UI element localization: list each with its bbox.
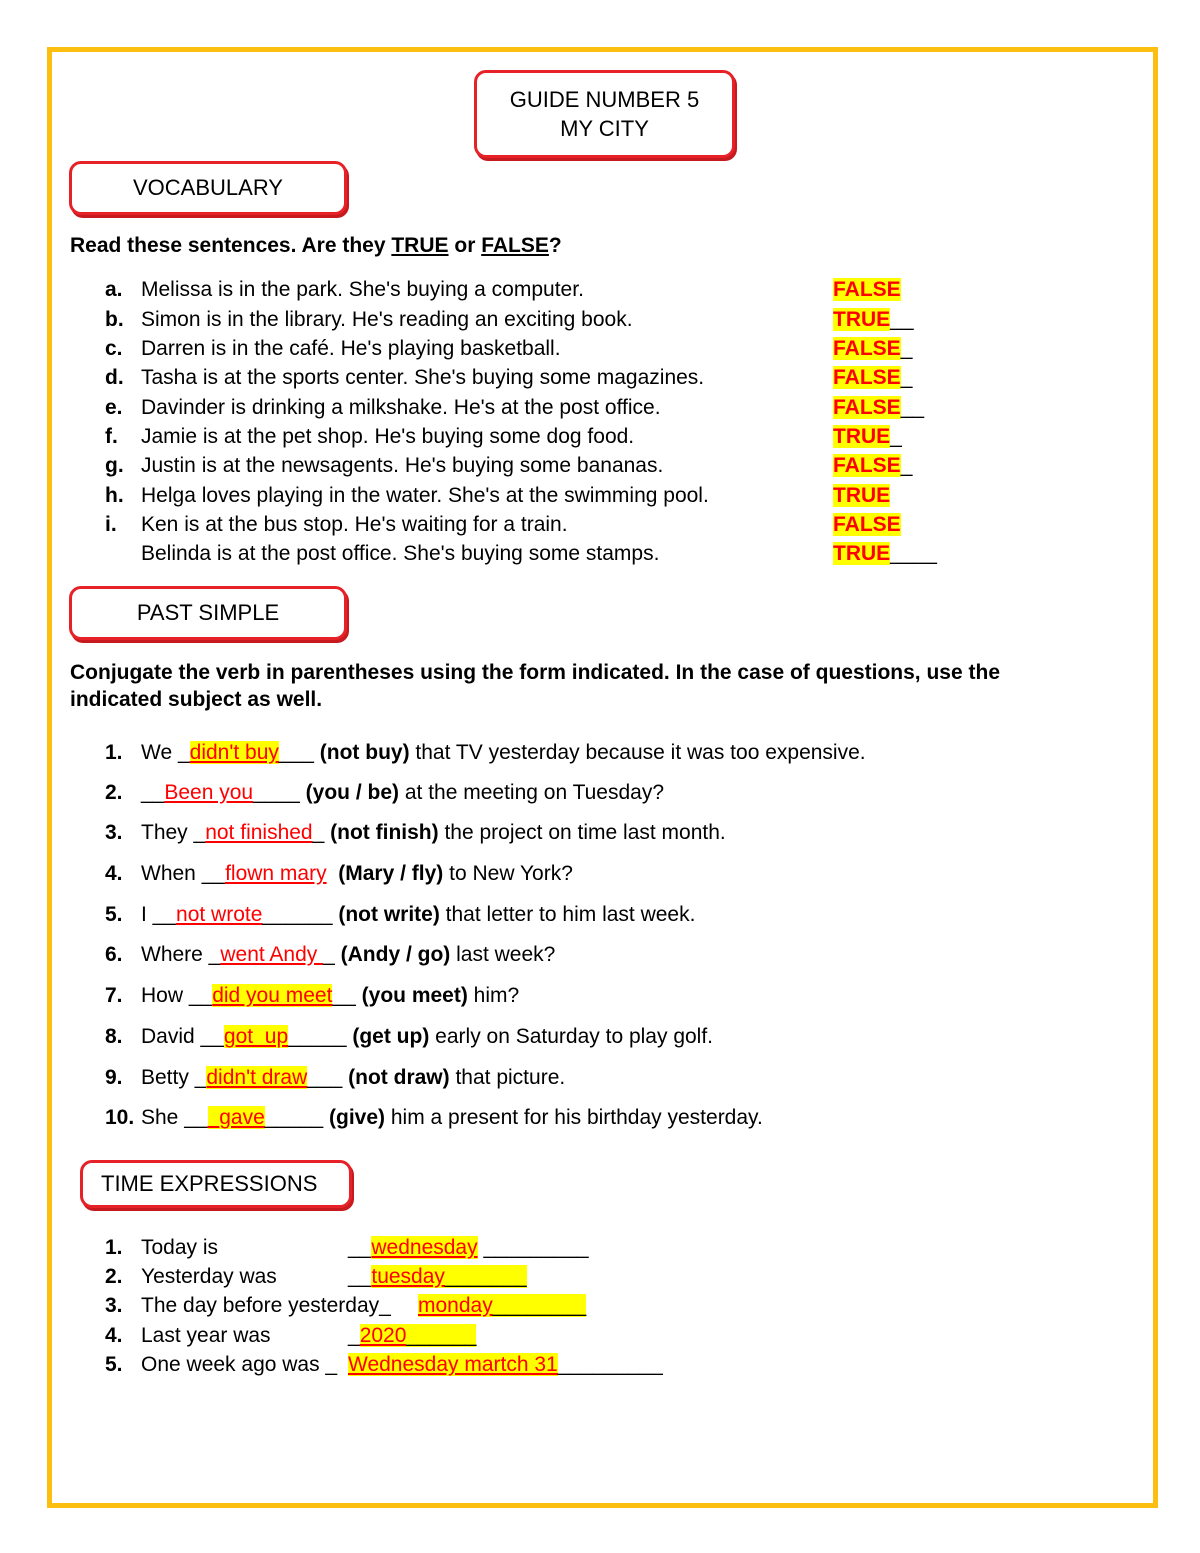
rest-text: him a present for his birthday yesterday. — [385, 1106, 763, 1129]
item-letter: f. — [105, 425, 118, 448]
answer-value: didn't buy — [189, 741, 279, 764]
answer-trail: _ — [900, 454, 913, 477]
time-expression-item — [0, 1324, 1200, 1352]
guide-title-box — [474, 70, 735, 158]
guide-number: GUIDE NUMBER 5 — [509, 87, 700, 112]
answer-value: went Andy — [220, 943, 324, 966]
item-sentence — [141, 741, 866, 765]
verb-hint: (get up) — [352, 1025, 430, 1048]
answer-value: FALSE — [833, 278, 901, 301]
item-letter: c. — [105, 337, 123, 360]
answer-value: did you meet — [212, 984, 333, 1007]
past-simple-item — [0, 821, 1200, 849]
past-simple-instruction: Conjugate the verb in parentheses using the form indicated. In the case of questions, use the indicated subject as well. — [70, 661, 1000, 711]
verb-hint: (you / be) — [305, 781, 400, 804]
vocabulary-item — [0, 366, 1200, 395]
answer-value: monday — [418, 1294, 493, 1317]
answer-value: tuesday — [371, 1265, 445, 1288]
item-number: 5. — [105, 903, 123, 926]
verb-hint: (you meet) — [361, 984, 468, 1007]
item-label: Yesterday was — [141, 1265, 277, 1288]
item-label: One week ago was _ — [141, 1353, 338, 1376]
item-answer — [418, 1294, 586, 1318]
prefix-text: When __ — [141, 862, 226, 885]
item-sentence — [141, 943, 555, 967]
item-letter: h. — [105, 484, 124, 507]
vocabulary-item — [0, 542, 1200, 571]
prefix-text: How __ — [141, 984, 213, 1007]
item-sentence — [141, 862, 573, 886]
answer-value: TRUE — [833, 308, 891, 331]
item-number: 4. — [105, 1324, 123, 1347]
verb-hint: (not buy) — [319, 741, 410, 764]
time-expression-item — [0, 1294, 1200, 1322]
item-letter: a. — [105, 278, 123, 301]
item-answer — [348, 1324, 476, 1348]
rest-text: last week? — [450, 943, 556, 966]
item-answer — [833, 308, 914, 332]
vocabulary-item — [0, 454, 1200, 483]
time-expressions-title-text: TIME EXPRESSIONS — [101, 1171, 318, 1196]
rest-text: at the meeting on Tuesday? — [399, 781, 665, 804]
item-label: Today is — [141, 1236, 219, 1259]
vocabulary-instruction: Read these sentences. Are they TRUE or FALSE? — [70, 234, 562, 257]
answer-trail: ____ — [890, 542, 937, 565]
blank-trail: ___ — [307, 1066, 349, 1089]
vocabulary-item — [0, 308, 1200, 337]
vocabulary-item — [0, 278, 1200, 307]
prefix-text: I __ — [141, 903, 177, 926]
prefix-text: They _ — [141, 821, 206, 844]
item-answer — [833, 425, 902, 449]
item-number: 10. — [105, 1106, 135, 1129]
prefix-text: Where _ — [141, 943, 221, 966]
answer-value: FALSE — [833, 337, 901, 360]
item-letter: g. — [105, 454, 124, 477]
answer-value: Been you — [164, 781, 254, 804]
rest-text: that TV yesterday because it was too expensive. — [409, 741, 866, 764]
item-sentence — [141, 821, 726, 845]
item-number: 2. — [105, 1265, 123, 1288]
answer-trail: _ — [900, 366, 913, 389]
item-letter: d. — [105, 366, 124, 389]
answer-value: FALSE — [833, 454, 901, 477]
item-sentence: Davinder is drinking a milkshake. He's at the post office. — [141, 396, 661, 419]
item-sentence: Melissa is in the park. She's buying a computer. — [141, 278, 584, 301]
past-simple-item — [0, 781, 1200, 809]
item-number: 1. — [105, 1236, 123, 1259]
answer-value: flown mary — [225, 862, 327, 885]
rest-text: him? — [467, 984, 520, 1007]
time-expression-item — [0, 1353, 1200, 1381]
past-simple-item — [0, 862, 1200, 890]
past-simple-section-title — [69, 586, 347, 640]
answer-value: 2020 — [359, 1324, 407, 1347]
past-simple-item — [0, 943, 1200, 971]
item-number: 4. — [105, 862, 123, 885]
answer-value: _gave — [207, 1106, 265, 1129]
vocabulary-item — [0, 337, 1200, 366]
verb-hint: (not finish) — [330, 821, 439, 844]
rest-text: early on Saturday to play golf. — [429, 1025, 714, 1048]
blank-trail: ___ — [278, 741, 320, 764]
item-sentence: Tasha is at the sports center. She's buying some magazines. — [141, 366, 705, 389]
guide-subtitle: MY CITY — [560, 116, 649, 141]
past-simple-item — [0, 1025, 1200, 1053]
answer-trail: __ — [900, 396, 925, 419]
blank-trail: __ — [332, 984, 362, 1007]
prefix-text: __ — [141, 781, 165, 804]
prefix-text: David __ — [141, 1025, 224, 1048]
item-sentence: Jamie is at the pet shop. He's buying some dog food. — [141, 425, 635, 448]
past-simple-item — [0, 1066, 1200, 1094]
answer-value: not finished — [205, 821, 313, 844]
vocabulary-item — [0, 425, 1200, 454]
item-sentence: Belinda is at the post office. She's buying some stamps. — [141, 542, 660, 565]
blank-trail — [327, 862, 339, 885]
item-sentence — [141, 984, 519, 1008]
item-sentence: Ken is at the bus stop. He's waiting for a train. — [141, 513, 568, 536]
prefix-text: We _ — [141, 741, 190, 764]
item-answer — [833, 278, 901, 302]
answer-value: didn't draw — [206, 1066, 308, 1089]
item-sentence: Simon is in the library. He's reading an exciting book. — [141, 308, 633, 331]
answer-value: FALSE — [833, 396, 901, 419]
answer-value: FALSE — [833, 513, 901, 536]
time-expression-item — [0, 1236, 1200, 1264]
blank-trail: ______ — [262, 903, 339, 926]
blank-trail: _ — [312, 821, 331, 844]
time-expression-item — [0, 1265, 1200, 1293]
item-label: The day before yesterday_ — [141, 1294, 391, 1317]
item-number: 7. — [105, 984, 123, 1007]
item-answer — [348, 1236, 589, 1260]
vocabulary-item — [0, 513, 1200, 542]
item-answer — [833, 396, 924, 420]
answer-value: TRUE — [833, 484, 891, 507]
vocabulary-item — [0, 396, 1200, 425]
item-sentence: Helga loves playing in the water. She's at the swimming pool. — [141, 484, 709, 507]
answer-prefix: __ — [348, 1236, 372, 1259]
answer-value: not wrote — [176, 903, 263, 926]
item-number: 3. — [105, 821, 123, 844]
answer-trail: _ — [890, 425, 902, 448]
past-simple-item — [0, 1106, 1200, 1134]
answer-prefix: _ — [348, 1324, 360, 1347]
answer-value: got_up — [223, 1025, 289, 1048]
blank-trail: ____ — [253, 781, 306, 804]
rest-text: that picture. — [449, 1066, 566, 1089]
vocabulary-title-text: VOCABULARY — [133, 175, 283, 200]
item-letter: i. — [105, 513, 117, 536]
item-sentence — [141, 1106, 763, 1130]
item-label: Last year was — [141, 1324, 271, 1347]
blank-trail: _____ — [288, 1025, 353, 1048]
item-sentence — [141, 1025, 713, 1049]
item-sentence — [141, 1066, 565, 1090]
answer-value: FALSE — [833, 366, 901, 389]
past-simple-item — [0, 903, 1200, 931]
answer-prefix: __ — [348, 1265, 372, 1288]
item-answer — [833, 337, 912, 361]
item-answer — [348, 1353, 663, 1377]
item-answer — [833, 366, 912, 390]
item-number: 9. — [105, 1066, 123, 1089]
rest-text: that letter to him last week. — [439, 903, 696, 926]
verb-hint: (not draw) — [348, 1066, 450, 1089]
item-answer — [833, 484, 890, 508]
item-answer — [833, 542, 937, 566]
vocabulary-section-title — [69, 161, 347, 215]
rest-text: the project on time last month. — [438, 821, 726, 844]
answer-trail: ______ — [406, 1324, 477, 1347]
verb-hint: (Mary / fly) — [338, 862, 444, 885]
verb-hint: (Andy / go) — [340, 943, 451, 966]
answer-value: wednesday — [371, 1236, 478, 1259]
item-number: 8. — [105, 1025, 123, 1048]
item-answer — [833, 513, 901, 537]
item-letter: b. — [105, 308, 124, 331]
answer-trail: _________ — [477, 1236, 589, 1259]
prefix-text: Betty _ — [141, 1066, 207, 1089]
item-sentence: Justin is at the newsagents. He's buying some bananas. — [141, 454, 664, 477]
prefix-text: She __ — [141, 1106, 208, 1129]
answer-trail: _ — [900, 337, 913, 360]
answer-trail: ________ — [492, 1294, 587, 1317]
blank-trail: _ — [323, 943, 341, 966]
answer-value: TRUE — [833, 425, 891, 448]
verb-hint: (not write) — [338, 903, 440, 926]
verb-hint: (give) — [329, 1106, 386, 1129]
answer-trail: __ — [890, 308, 914, 331]
rest-text: to New York? — [443, 862, 573, 885]
item-answer — [833, 454, 912, 478]
item-answer — [348, 1265, 527, 1289]
past-simple-item — [0, 741, 1200, 769]
answer-value: Wednesday martch 31 — [348, 1353, 558, 1376]
blank-trail: _____ — [264, 1106, 330, 1129]
item-sentence — [141, 781, 664, 805]
time-expressions-section-title — [80, 1160, 352, 1208]
item-number: 6. — [105, 943, 123, 966]
item-number: 5. — [105, 1353, 123, 1376]
answer-trail: _______ — [444, 1265, 527, 1288]
item-number: 1. — [105, 741, 123, 764]
past-simple-title-text: PAST SIMPLE — [136, 600, 280, 625]
answer-value: TRUE — [833, 542, 891, 565]
item-sentence: Darren is in the café. He's playing basketball. — [141, 337, 561, 360]
item-letter: e. — [105, 396, 123, 419]
item-sentence — [141, 903, 695, 927]
vocabulary-item — [0, 484, 1200, 513]
item-number: 2. — [105, 781, 123, 804]
answer-trail: _________ — [557, 1353, 663, 1376]
item-number: 3. — [105, 1294, 123, 1317]
past-simple-item — [0, 984, 1200, 1012]
